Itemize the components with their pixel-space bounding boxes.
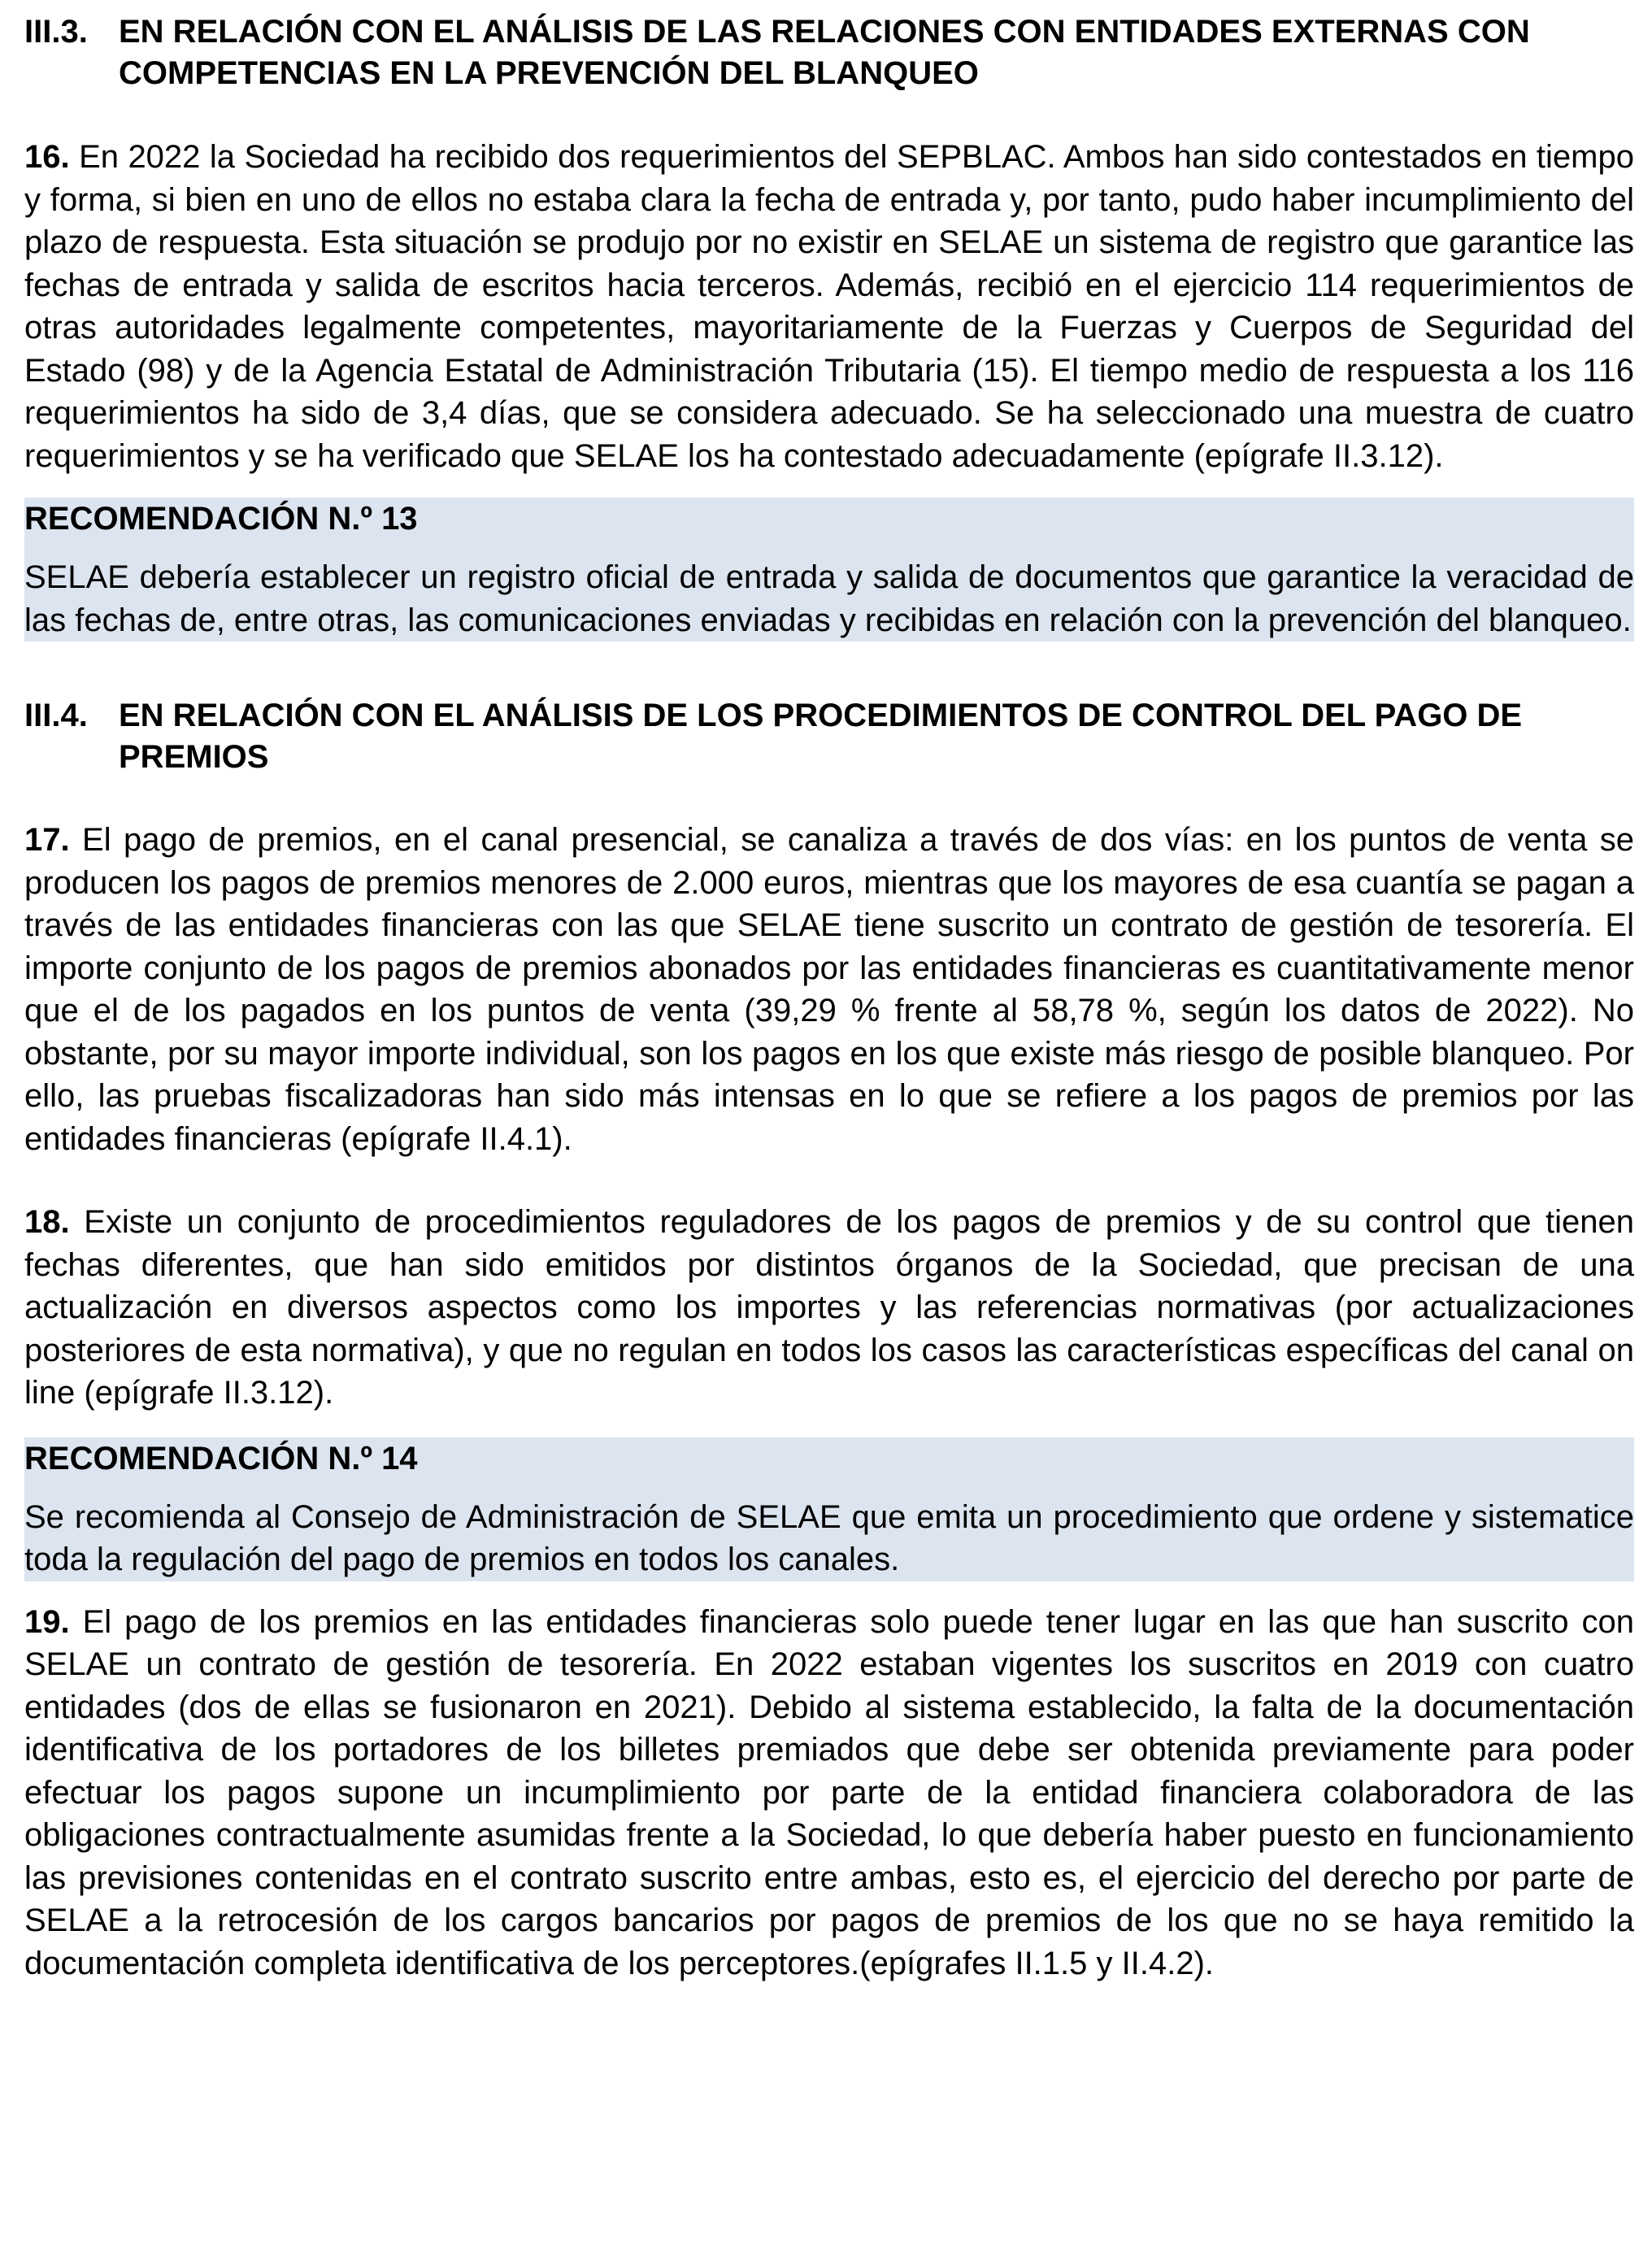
paragraph-16 xyxy=(24,136,1634,477)
recommendation-box-13 xyxy=(24,498,1634,641)
paragraph-number: 19. xyxy=(24,1603,70,1640)
section-heading-iii-3 xyxy=(24,11,1634,94)
section-title: EN RELACIÓN CON EL ANÁLISIS DE LOS PROCEDIMIENTOS DE CONTROL DEL PAGO DE PREMIOS xyxy=(119,698,1523,775)
section-number: III.3. xyxy=(24,14,88,50)
recommendation-title: RECOMENDACIÓN N.º 14 xyxy=(24,1440,418,1476)
paragraph-text: Existe un conjunto de procedimientos reguladores de los pagos de premios y de su control que tienen fechas diferentes, que han sido emitidos por distintos órganos de la Sociedad, que precisan de una actualización en diversos aspectos como los importes y las referencias normativas (por actualizaciones posteriores de esta normativa), y que no regulan en todos los casos las características específicas del canal on line (epígrafe II.3.12). xyxy=(24,1204,1634,1411)
paragraph-18 xyxy=(24,1201,1634,1415)
document-page xyxy=(24,0,1634,1985)
section-heading-iii-4 xyxy=(24,695,1634,778)
paragraph-text: En 2022 la Sociedad ha recibido dos requerimientos del SEPBLAC. Ambos han sido contestados en tiempo y forma, si bien en uno de ellos no estaba clara la fecha de entrada y, por tanto, pudo haber incumplimiento del plazo de respuesta. Esta situación se produjo por no existir en SELAE un sistema de registro que garantice las fechas de entrada y salida de escritos hacia terceros. Además, recibió en el ejercicio 114 requerimientos de otras autoridades legalmente competentes, mayoritariamente de la Fuerzas y Cuerpos de Seguridad del Estado (98) y de la Agencia Estatal de Administración Tributaria (15). El tiempo medio de respuesta a los 116 requerimientos ha sido de 3,4 días, que se considera adecuado. Se ha seleccionado una muestra de cuatro requerimientos y se ha verificado que SELAE los ha contestado adecuadamente (epígrafe II.3.12). xyxy=(24,139,1634,474)
paragraph-19 xyxy=(24,1601,1634,1985)
paragraph-text: El pago de los premios en las entidades financieras solo puede tener lugar en las que han suscrito con SELAE un contrato de gestión de tesorería. En 2022 estaban vigentes los suscritos en 2019 con cuatro entidades (dos de ellas se fusionaron en 2021). Debido al sistema establecido, la falta de la documentación identificativa de los portadores de los billetes premiados que debe ser obtenida previamente para poder efectuar los pagos supone un incumplimiento por parte de la entidad financiera colaboradora de las obligaciones contractualmente asumidas frente a la Sociedad, lo que debería haber puesto en funcionamiento las previsiones contenidas en el contrato suscrito entre ambas, esto es, el ejercicio del derecho por parte de SELAE a la retrocesión de los cargos bancarios por pagos de premios de los que no se haya remitido la documentación completa identificativa de los perceptores.(epígrafes II.1.5 y II.4.2). xyxy=(24,1603,1634,1981)
section-title: EN RELACIÓN CON EL ANÁLISIS DE LAS RELACIONES CON ENTIDADES EXTERNAS CON COMPETENCIAS EN LA PREVENCIÓN DEL BLANQUEO xyxy=(119,14,1530,91)
recommendation-title: RECOMENDACIÓN N.º 13 xyxy=(24,501,418,537)
paragraph-number: 18. xyxy=(24,1204,70,1240)
recommendation-text: Se recomienda al Consejo de Administración de SELAE que emita un procedimiento que ordene y sistematice toda la regulación del pago de premios en todos los canales. xyxy=(24,1498,1634,1577)
paragraph-17 xyxy=(24,819,1634,1160)
recommendation-box-14 xyxy=(24,1437,1634,1581)
section-number: III.4. xyxy=(24,698,88,733)
recommendation-text: SELAE debería establecer un registro oficial de entrada y salida de documentos que garantice la veracidad de las fechas de, entre otras, las comunicaciones enviadas y recibidas en relación con la prevención del blanqueo. xyxy=(24,559,1634,638)
paragraph-text: El pago de premios, en el canal presencial, se canaliza a través de dos vías: en los puntos de venta se producen los pagos de premios menores de 2.000 euros, mientras que los mayores de esa cuantía se pagan a través de las entidades financieras con las que SELAE tiene suscrito un contrato de gestión de tesorería. El importe conjunto de los pagos de premios abonados por las entidades financieras es cuantitativamente menor que el de los pagados en los puntos de venta (39,29 % frente al 58,78 %, según los datos de 2022). No obstante, por su mayor importe individual, son los pagos en los que existe más riesgo de posible blanqueo. Por ello, las pruebas fiscalizadoras han sido más intensas en lo que se refiere a los pagos de premios por las entidades financieras (epígrafe II.4.1). xyxy=(24,822,1634,1157)
paragraph-number: 16. xyxy=(24,139,70,175)
paragraph-number: 17. xyxy=(24,822,70,858)
